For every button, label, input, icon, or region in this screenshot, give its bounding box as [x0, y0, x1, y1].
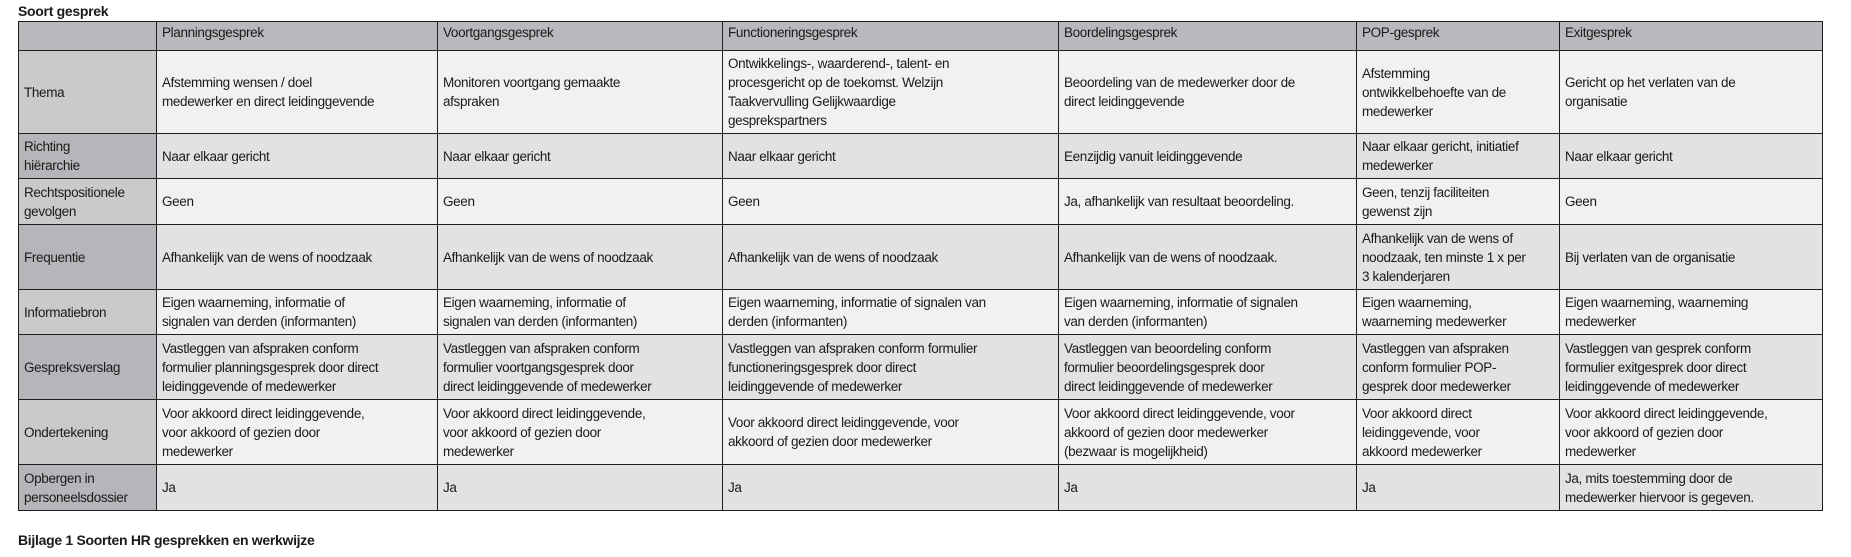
table-cell: Eenzijdig vanuit leidinggevende [1059, 134, 1357, 179]
table-cell: Naar elkaar gericht [438, 134, 723, 179]
table-cell: Voor akkoord direct leidinggevende, voor akkoord of gezien door medewerker [1560, 400, 1823, 465]
table-cell: Eigen waarneming, informatie of signalen van derden (informanten) [438, 290, 723, 335]
table-row [19, 51, 1823, 134]
table-cell: Beoordeling van de medewerker door de direct leidinggevende [1059, 51, 1357, 134]
column-header: Boordelingsgesprek [1059, 22, 1357, 51]
row-header: Frequentie [19, 225, 157, 290]
table-cell: Eigen waarneming, waarneming medewerker [1560, 290, 1823, 335]
table-cell: Ja, afhankelijk van resultaat beoordeling. [1059, 179, 1357, 225]
table-cell: Ja [723, 465, 1059, 511]
table-cell: Naar elkaar gericht, initiatief medewerker [1357, 134, 1560, 179]
row-header: Thema [19, 51, 157, 134]
table-cell: Monitoren voortgang gemaakte afspraken [438, 51, 723, 134]
table-cell: Naar elkaar gericht [723, 134, 1059, 179]
table-cell: Geen [438, 179, 723, 225]
table-cell: Vastleggen van afspraken conform formulier voortgangsgesprek door direct leidinggevende of medewerker [438, 335, 723, 400]
column-header: Exitgesprek [1560, 22, 1823, 51]
header-row [19, 22, 1823, 51]
table-cell: Naar elkaar gericht [1560, 134, 1823, 179]
table-cell: Afhankelijk van de wens of noodzaak [438, 225, 723, 290]
table-row [19, 400, 1823, 465]
table-cell: Gericht op het verlaten van de organisatie [1560, 51, 1823, 134]
table-cell: Bij verlaten van de organisatie [1560, 225, 1823, 290]
table-row [19, 179, 1823, 225]
table-row [19, 290, 1823, 335]
table-row [19, 335, 1823, 400]
table-cell: Ja [1357, 465, 1560, 511]
table-cell: Eigen waarneming, informatie of signalen van derden (informanten) [723, 290, 1059, 335]
table-cell: Vastleggen van afspraken conform formulier planningsgesprek door direct leidinggevende of medewerker [157, 335, 438, 400]
row-header: Gespreksverslag [19, 335, 157, 400]
row-header: Ondertekening [19, 400, 157, 465]
row-header: Informatiebron [19, 290, 157, 335]
table-cell: Ja [157, 465, 438, 511]
table-cell: Afhankelijk van de wens of noodzaak. [1059, 225, 1357, 290]
table-row [19, 465, 1823, 511]
table-cell: Vastleggen van gesprek conform formulier exitgesprek door direct leidinggevende of medewerker [1560, 335, 1823, 400]
column-header: Functioneringsgesprek [723, 22, 1059, 51]
table-cell: Voor akkoord direct leidinggevende, voor akkoord medewerker [1357, 400, 1560, 465]
table-cell: Geen [723, 179, 1059, 225]
table-cell: Vastleggen van afspraken conform formulier POP- gesprek door medewerker [1357, 335, 1560, 400]
table-cell: Eigen waarneming, informatie of signalen van derden (informanten) [1059, 290, 1357, 335]
table-cell: Voor akkoord direct leidinggevende, voor akkoord of gezien door medewerker [157, 400, 438, 465]
table-cell: Geen [157, 179, 438, 225]
table-cell: Voor akkoord direct leidinggevende, voor akkoord of gezien door medewerker [723, 400, 1059, 465]
table-cell: Geen, tenzij faciliteiten gewenst zijn [1357, 179, 1560, 225]
table-cell: Afstemming ontwikkelbehoefte van de medewerker [1357, 51, 1560, 134]
table-cell: Voor akkoord direct leidinggevende, voor akkoord of gezien door medewerker [438, 400, 723, 465]
section-title: Soort gesprek [18, 3, 109, 19]
table-row [19, 134, 1823, 179]
table-cell: Afhankelijk van de wens of noodzaak [157, 225, 438, 290]
table-cell: Naar elkaar gericht [157, 134, 438, 179]
table-cell: Eigen waarneming, waarneming medewerker [1357, 290, 1560, 335]
column-header: POP-gesprek [1357, 22, 1560, 51]
table-cell: Voor akkoord direct leidinggevende, voor akkoord of gezien door medewerker (bezwaar is mogelijkheid) [1059, 400, 1357, 465]
row-header: Rechtspositionele gevolgen [19, 179, 157, 225]
table-row [19, 225, 1823, 290]
table-cell: Afstemming wensen / doel medewerker en direct leidinggevende [157, 51, 438, 134]
table-cell: Ja, mits toestemming door de medewerker hiervoor is gegeven. [1560, 465, 1823, 511]
column-header: Voortgangsgesprek [438, 22, 723, 51]
row-header: Richting hiërarchie [19, 134, 157, 179]
table-cell: Eigen waarneming, informatie of signalen van derden (informanten) [157, 290, 438, 335]
header-corner-cell [19, 22, 157, 51]
table-cell: Vastleggen van afspraken conform formulier functioneringsgesprek door direct leidinggevende of medewerker [723, 335, 1059, 400]
column-header: Planningsgesprek [157, 22, 438, 51]
row-header: Opbergen in personeelsdossier [19, 465, 157, 511]
table-cell: Geen [1560, 179, 1823, 225]
table-cell: Ja [438, 465, 723, 511]
appendix-caption: Bijlage 1 Soorten HR gesprekken en werkwijze [18, 532, 315, 548]
table-cell: Afhankelijk van de wens of noodzaak [723, 225, 1059, 290]
table-cell: Ontwikkelings-, waarderend-, talent- en procesgericht op de toekomst. Welzijn Taakvervulling Gelijkwaardige gesprekspartners [723, 51, 1059, 134]
conversation-types-table [18, 21, 1823, 511]
table-cell: Vastleggen van beoordeling conform formulier beoordelingsgesprek door direct leidinggevende of medewerker [1059, 335, 1357, 400]
table-cell: Ja [1059, 465, 1357, 511]
table-cell: Afhankelijk van de wens of noodzaak, ten minste 1 x per 3 kalenderjaren [1357, 225, 1560, 290]
